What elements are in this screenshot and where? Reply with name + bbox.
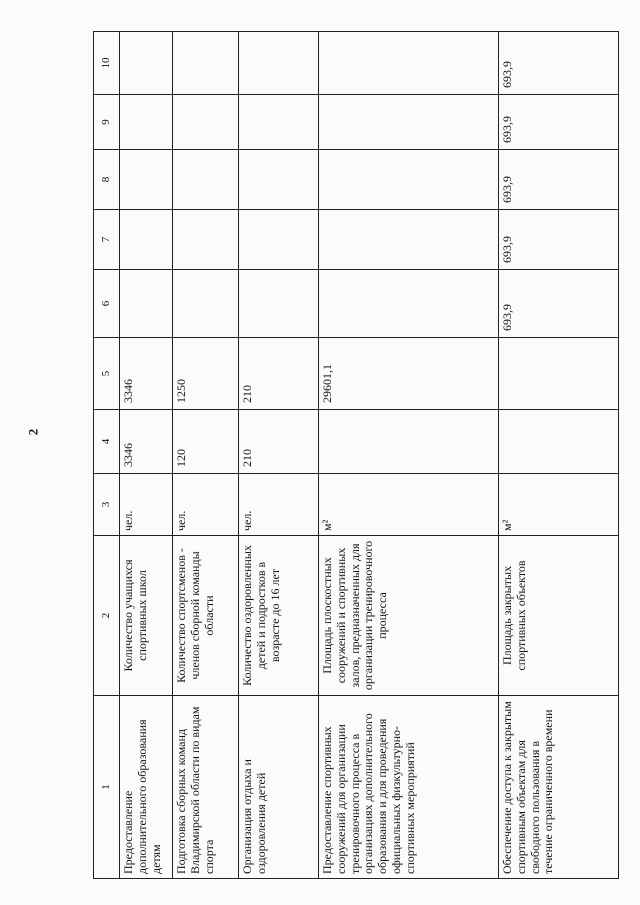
value-cell: [173, 32, 239, 95]
value-cell: [173, 210, 239, 270]
value-cell: [173, 270, 239, 338]
column-header: 6: [94, 270, 120, 338]
service-cell: Обеспечение доступа к закрытым спортивным объектам для свободного пользования в течение ограниченного времени: [499, 696, 619, 879]
unit-cell: м²: [319, 474, 499, 536]
value-cell: [319, 270, 499, 338]
unit-cell: чел.: [120, 474, 173, 536]
indicator-cell: Количество оздоровленных детей и подростков в возрасте до 16 лет: [239, 536, 319, 696]
table-row: [319, 32, 499, 879]
value-cell: 693,9: [499, 95, 619, 150]
value-cell: [239, 95, 319, 150]
value-cell: [173, 95, 239, 150]
value-cell: 210: [239, 410, 319, 474]
value-cell: [120, 210, 173, 270]
value-cell: [239, 150, 319, 210]
table-row: [173, 32, 239, 879]
value-cell: 693,9: [499, 270, 619, 338]
column-header: 1: [94, 696, 120, 879]
unit-cell: чел.: [173, 474, 239, 536]
value-cell: 3346: [120, 338, 173, 410]
table-row: [120, 32, 173, 879]
value-cell: [499, 410, 619, 474]
table-row: [499, 32, 619, 879]
table-row: [239, 32, 319, 879]
unit-cell: м²: [499, 474, 619, 536]
page-number: 2: [25, 428, 41, 436]
indicators-table: [93, 31, 619, 879]
value-cell: 693,9: [499, 150, 619, 210]
value-cell: 693,9: [499, 32, 619, 95]
header-row: [94, 32, 120, 879]
indicator-cell: Площадь закрытых спортивных объектов: [499, 536, 619, 696]
indicator-cell: Площадь плоскостных сооружений и спортивных залов, предназначенных для организации тренировочного процесса: [319, 536, 499, 696]
value-cell: [120, 32, 173, 95]
value-cell: [120, 270, 173, 338]
value-cell: [319, 410, 499, 474]
value-cell: [120, 150, 173, 210]
value-cell: [499, 338, 619, 410]
value-cell: 3346: [120, 410, 173, 474]
table-container: [93, 32, 618, 879]
service-cell: Предоставление дополнительного образования детям: [120, 696, 173, 879]
service-cell: Организация отдыха и оздоровления детей: [239, 696, 319, 879]
value-cell: [120, 95, 173, 150]
value-cell: 120: [173, 410, 239, 474]
rotated-table-frame: [93, 32, 618, 879]
column-header: 9: [94, 95, 120, 150]
unit-cell: чел.: [239, 474, 319, 536]
value-cell: 693,9: [499, 210, 619, 270]
service-cell: Подготовка сборных команд Владимирской области по видам спорта: [173, 696, 239, 879]
value-cell: 1250: [173, 338, 239, 410]
column-header: 10: [94, 32, 120, 95]
column-header: 7: [94, 210, 120, 270]
indicator-cell: Количество спортсменов - членов сборной команды области: [173, 536, 239, 696]
value-cell: [319, 150, 499, 210]
column-header: 8: [94, 150, 120, 210]
service-cell: Предоставление спортивных сооружений для организации тренировочного процесса в организациях дополнительного образования и для проведения официальных физкультурно-спортивных мероприятий: [319, 696, 499, 879]
value-cell: [239, 270, 319, 338]
value-cell: 29601,1: [319, 338, 499, 410]
indicator-cell: Количество учащихся спортивных школ: [120, 536, 173, 696]
column-header: 5: [94, 338, 120, 410]
value-cell: 210: [239, 338, 319, 410]
value-cell: [239, 210, 319, 270]
column-header: 4: [94, 410, 120, 474]
value-cell: [173, 150, 239, 210]
value-cell: [319, 95, 499, 150]
column-header: 3: [94, 474, 120, 536]
column-header: 2: [94, 536, 120, 696]
value-cell: [319, 32, 499, 95]
value-cell: [239, 32, 319, 95]
value-cell: [319, 210, 499, 270]
